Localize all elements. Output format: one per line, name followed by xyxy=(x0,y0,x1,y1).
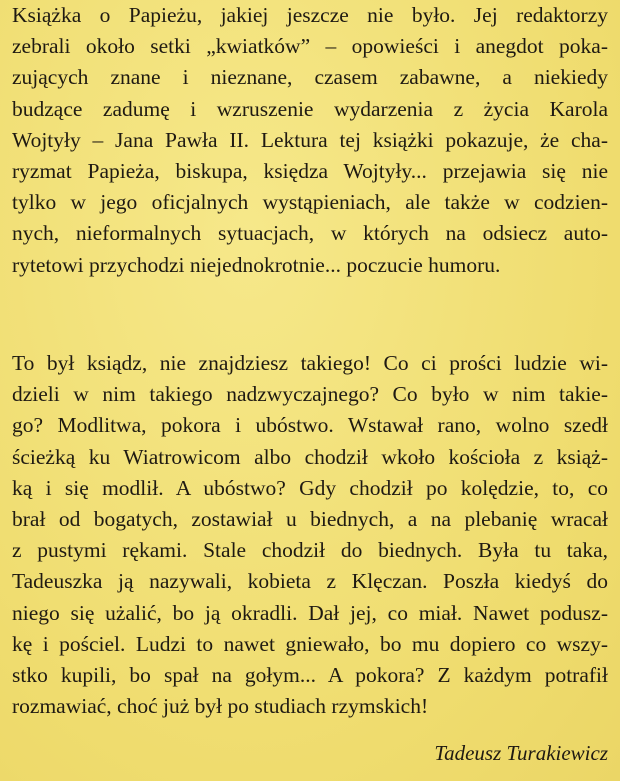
quote-line: brał od bogatych, zostawiał u biednych, a na plebanię wracał xyxy=(12,506,608,531)
description-line: ryzmat Papieża, biskupa, księdza Wojtyły... przejawia się nie xyxy=(12,158,608,183)
description-line: Książka o Papieżu, jakiej jeszcze nie było. Jej redaktorzy xyxy=(12,3,608,27)
quote-line: To był ksiądz, nie znajdziesz takiego! Co ci prości ludzie wi- xyxy=(12,351,608,375)
quote-line: ką i się modlił. A ubóstwo? Gdy chodził po kolędzie, to, co xyxy=(12,475,608,500)
quote-paragraph xyxy=(0,348,620,722)
description-line: nych, nieformalnych sytuacjach, w których na odsiecz auto- xyxy=(12,221,608,246)
description-line: Wojtyły – Jana Pawła II. Lektura tej książki pokazuje, że cha- xyxy=(12,127,608,152)
quote-line: rozmawiać, choć już był po studiach rzymskich! xyxy=(12,694,429,719)
quote-line: go? Modlitwa, pokora i ubóstwo. Wstawał rano, wolno szedł xyxy=(12,413,608,438)
quote-line: niego się użalić, bo ją okradli. Dał jej, co miał. Nawet podusz- xyxy=(12,600,608,625)
description-line: tylko w jego oficjalnych wystąpieniach, ale także w codzien- xyxy=(12,190,608,215)
description-line: zujących znane i nieznane, czasem zabawne, a niekiedy xyxy=(12,65,608,90)
quote-line: z pustymi rękami. Stale chodził do biednych. Była tu taka, xyxy=(12,538,608,563)
quote-line: dzieli w nim takiego nadzwyczajnego? Co było w nim takie- xyxy=(12,382,608,407)
description-line: budzące zadumę i wzruszenie wydarzenia z życia Karola xyxy=(12,96,608,121)
quote-line: Tadeuszka ją nazywali, kobieta z Klęczan. Poszła kiedyś do xyxy=(12,569,608,594)
description-line: zebrali około setki „kwiatków” – opowieści i anegdot poka- xyxy=(12,34,608,59)
quote-line: stko kupili, bo spał na gołym... A pokora? Z każdym potrafił xyxy=(12,662,608,687)
quote-line: kę i pościel. Ludzi to nawet gniewało, bo mu dopiero co wszy- xyxy=(12,631,608,656)
quote-line: ścieżką ku Wiatrowicom albo chodził wkoło kościoła z książ- xyxy=(12,444,608,469)
description-line: rytetowi przychodzi niejednokrotnie... poczucie humoru. xyxy=(12,252,501,277)
quote-author-signature: Tadeusz Turakiewicz xyxy=(434,741,608,765)
book-description-paragraph xyxy=(0,0,620,281)
